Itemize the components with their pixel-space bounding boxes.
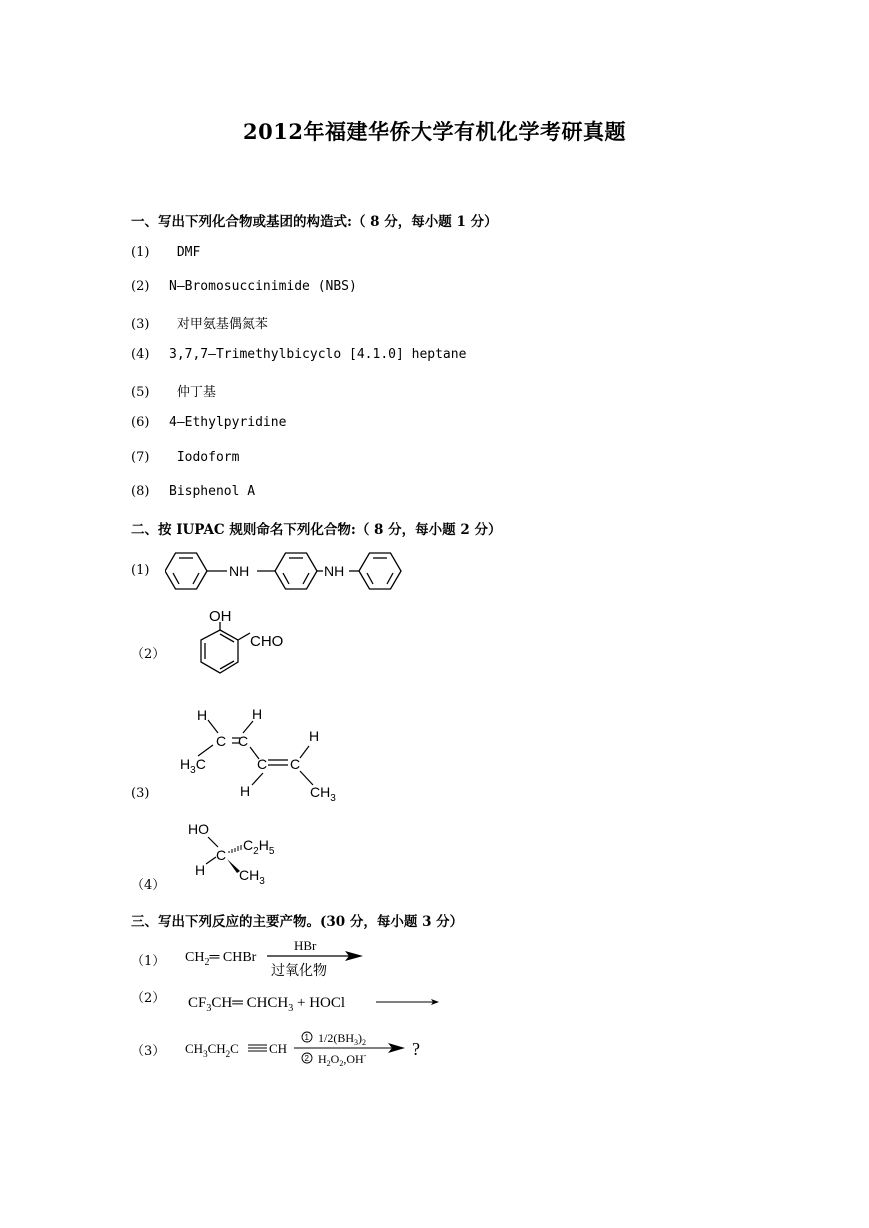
step-number: 2: [304, 1054, 309, 1063]
oh-label: OH: [209, 608, 232, 625]
c-label: C: [238, 733, 249, 749]
item-text: 仲丁基: [169, 385, 216, 400]
item-number: (2): [131, 279, 150, 294]
reagent-below: 过氧化物: [271, 962, 327, 978]
reactant-text: $CF_3CH═$ $CHCH_3$ + HOCl: [188, 995, 346, 1014]
reactant-end: CH: [269, 1041, 288, 1056]
item-text: Bisphenol A: [169, 484, 256, 499]
item-number: (5): [131, 385, 150, 400]
structure-chiral-alcohol: [180, 815, 295, 890]
ch3-label: $CH_3$: [239, 867, 265, 887]
list-item: [131, 279, 357, 294]
h-label: H: [252, 706, 263, 722]
structure-diamine: [165, 545, 410, 597]
page-title: 2012年福建华侨大学有机化学考研真题: [243, 119, 626, 144]
list-item: [131, 347, 466, 362]
question-number: （3）: [131, 1044, 166, 1059]
nh-label: NH: [324, 563, 345, 579]
c-label: C: [216, 733, 227, 749]
list-item: [131, 245, 200, 260]
h3c-label: $H_3C$: [180, 756, 206, 776]
item-text: N—Bromosuccinimide (NBS): [169, 279, 357, 294]
step-number: 1: [304, 1033, 309, 1042]
c-label: C: [257, 756, 268, 772]
reactant-text: $CH_2═$ CHBr: [185, 950, 257, 968]
question-number: (3): [131, 786, 150, 801]
h-label: H: [240, 783, 251, 799]
c2h5-label: $C_2H_5$: [243, 837, 275, 857]
item-number: (4): [131, 347, 150, 362]
item-number: (3): [131, 317, 150, 332]
question-number: (1): [131, 563, 150, 578]
list-item: [131, 484, 255, 499]
item-number: (6): [131, 415, 150, 430]
item-text: 对甲氨基偶氮苯: [169, 317, 268, 332]
question-number: （2）: [131, 647, 166, 662]
reaction-2: [183, 988, 448, 1018]
item-text: 4—Ethylpyridine: [169, 415, 287, 430]
reagent-above: HBr: [294, 938, 317, 953]
h-label: H: [309, 728, 320, 744]
section3-heading: 三、写出下列反应的主要产物。(30 分，每小题 3 分）: [131, 914, 464, 930]
ch3-label: $CH_3$: [310, 784, 336, 803]
structure-hexadiene: [175, 703, 355, 803]
list-item: [131, 381, 216, 400]
h-label: H: [195, 862, 206, 878]
reagent-step2: $H_2O_2,OH^-$: [318, 1051, 367, 1068]
item-number: (1): [131, 245, 150, 260]
reagent-step1: $1/2(BH_3)_2$: [318, 1031, 366, 1047]
nh-label: NH: [229, 563, 250, 579]
list-item: [131, 313, 268, 332]
section2-heading: 二、按 IUPAC 规则命名下列化合物:（ 8 分，每小题 2 分）: [131, 522, 502, 538]
h-label: H: [197, 707, 208, 723]
c-label: C: [290, 756, 301, 772]
item-text: 3,7,7—Trimethylbicyclo [4.1.0] heptane: [169, 347, 467, 362]
section1-heading: 一、写出下列化合物或基团的构造式:（ 8 分，每小题 1 分）: [131, 214, 498, 230]
reaction-3: [180, 1027, 435, 1069]
item-number: (7): [131, 450, 150, 465]
ho-label: HO: [188, 821, 209, 837]
question-number: （1）: [131, 954, 166, 969]
item-number: (8): [131, 484, 150, 499]
reactant-text: $CH_3CH_2C$: [185, 1041, 239, 1059]
question-number: （2）: [131, 991, 166, 1006]
item-text: DMF: [169, 245, 201, 260]
reaction-1: [180, 934, 375, 982]
item-text: Iodoform: [169, 450, 240, 465]
cho-label: CHO: [250, 633, 284, 650]
structure-salicylaldehyde: [190, 607, 300, 692]
c-label: C: [216, 847, 227, 863]
question-number: （4）: [131, 878, 166, 893]
unknown-product: ?: [412, 1039, 420, 1059]
list-item: [131, 415, 286, 430]
list-item: [131, 450, 239, 465]
